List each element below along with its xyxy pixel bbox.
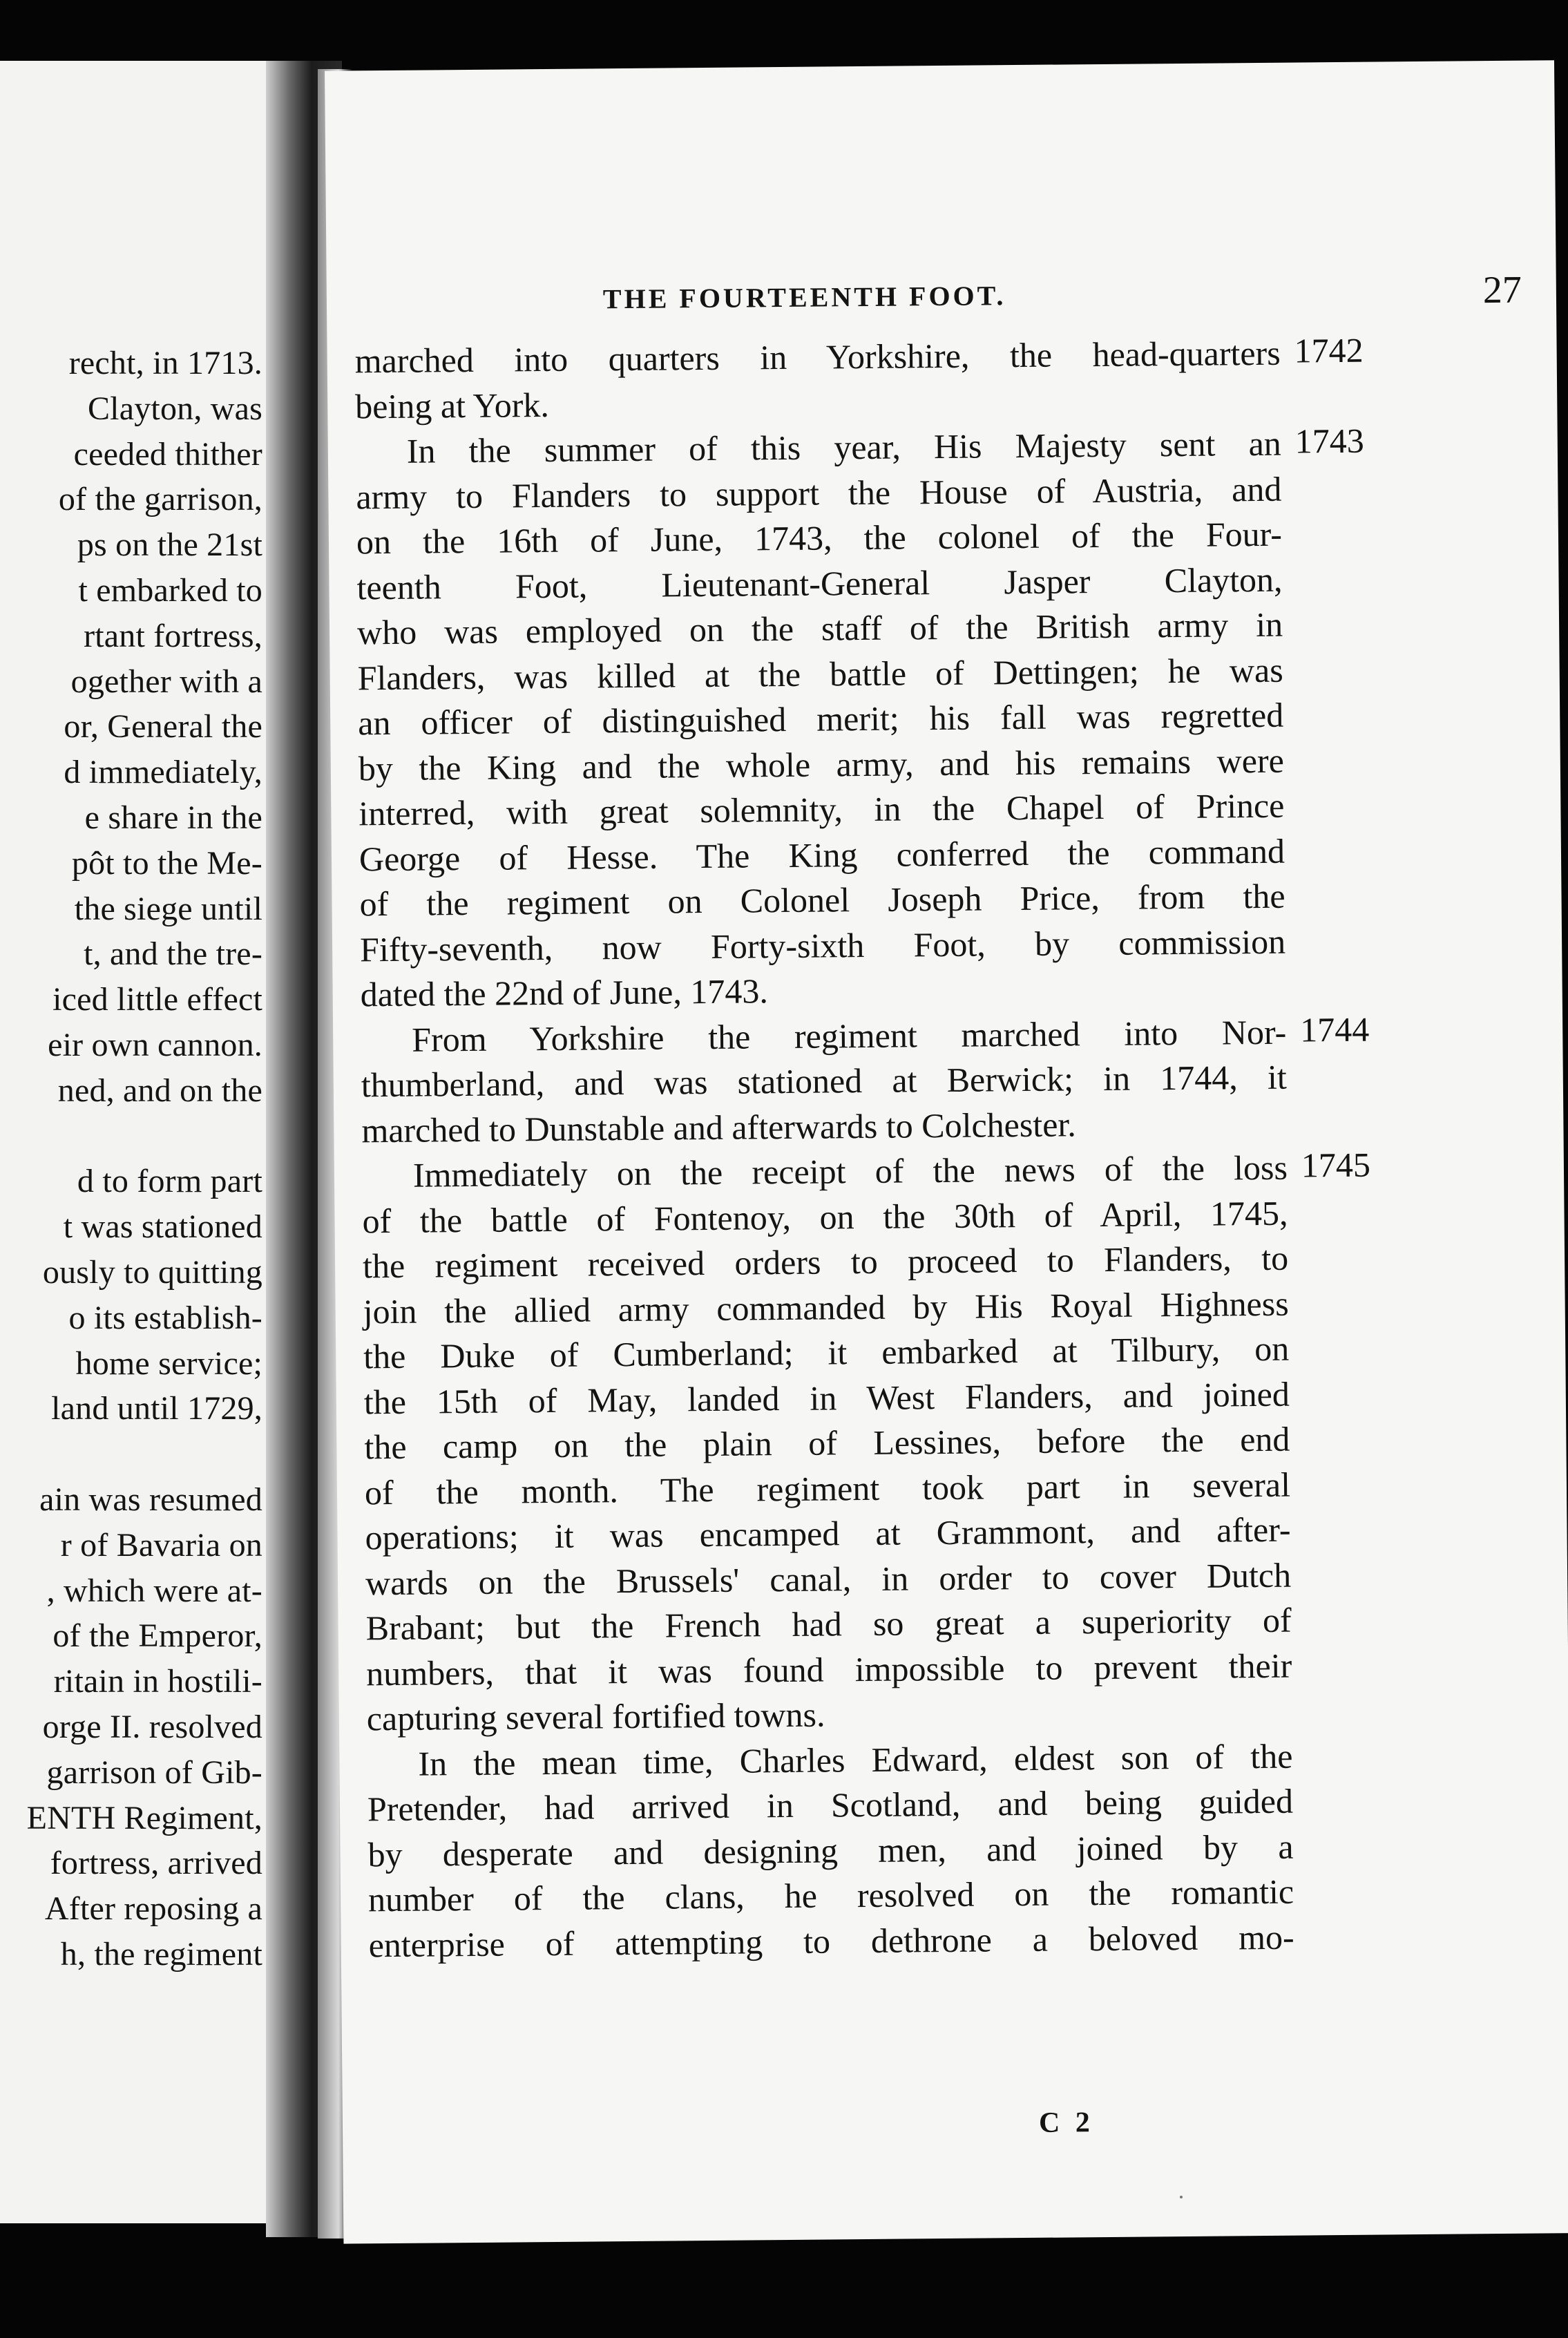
facing-page-line: ps on the 21st bbox=[77, 526, 262, 564]
facing-page-line: land until 1729, bbox=[51, 1390, 262, 1427]
text-line: on the 16th of June, 1743, the colonel of the Four- bbox=[356, 514, 1283, 562]
facing-page-line: of the Emperor, bbox=[52, 1617, 262, 1655]
text-line: by desperate and designing men, and joined by a bbox=[367, 1827, 1294, 1874]
text-line: of the regiment on Colonel Joseph Price, from the bbox=[359, 876, 1285, 924]
facing-page-line: pôt to the Me- bbox=[71, 844, 262, 882]
facing-page-line: iced little effect bbox=[52, 981, 262, 1018]
text-line: number of the clans, he resolved on the romantic bbox=[367, 1872, 1294, 1919]
facing-page-line: the siege until bbox=[74, 890, 262, 927]
facing-page-line: t, and the tre- bbox=[84, 935, 262, 973]
facing-page-line: h, the regiment bbox=[60, 1936, 262, 1973]
text-line: capturing several fortified towns. bbox=[366, 1695, 825, 1738]
text-line: Pretender, had arrived in Scotland, and being guided bbox=[367, 1781, 1294, 1829]
text-line: George of Hesse. The King conferred the command bbox=[358, 831, 1285, 878]
facing-page-line: t embarked to bbox=[78, 572, 262, 609]
text-line: operations; it was encamped at Grammont, and after- bbox=[365, 1510, 1291, 1557]
text-line: interred, with great solemnity, in the Chapel of Prince bbox=[358, 786, 1285, 833]
running-head bbox=[602, 268, 1522, 315]
facing-page-line: e share in the bbox=[84, 799, 262, 836]
page-right bbox=[325, 60, 1568, 2243]
text-line: thumberland, and was stationed at Berwick; in 1744, it bbox=[361, 1057, 1288, 1105]
facing-page-line: ously to quitting bbox=[42, 1254, 262, 1291]
facing-page-line: of the garrison, bbox=[58, 481, 262, 518]
text-line: of the month. The regiment took part in several bbox=[364, 1465, 1291, 1512]
text-line: an officer of distinguished merit; his fall was regretted bbox=[358, 695, 1284, 743]
text-line: numbers, that it was found impossible to prevent their bbox=[366, 1646, 1292, 1693]
paper-speck bbox=[1180, 2196, 1183, 2198]
facing-page-line: d to form part bbox=[77, 1163, 262, 1200]
text-line: of the battle of Fontenoy, on the 30th of April, 1745, bbox=[362, 1193, 1288, 1240]
text-line: In the mean time, Charles Edward, eldest son of the bbox=[418, 1736, 1293, 1783]
text-line: by the King and the whole army, and his remains were bbox=[358, 741, 1285, 788]
facing-page-line: ogether with a bbox=[70, 663, 262, 700]
facing-page-line: o its establish- bbox=[68, 1299, 262, 1336]
facing-page-line: eir own cannon. bbox=[48, 1027, 262, 1063]
facing-page-line: ENTH Regiment, bbox=[26, 1799, 262, 1836]
text-line: In the summer of this year, His Majesty sent an bbox=[406, 424, 1282, 471]
margin-year: 1745 bbox=[1301, 1145, 1371, 1185]
facing-page-line: fortress, arrived bbox=[50, 1845, 262, 1882]
text-line: the Duke of Cumberland; it embarked at Tilbury, on bbox=[363, 1329, 1290, 1376]
text-line: marched into quarters in Yorkshire, the head-quarters bbox=[354, 333, 1281, 381]
facing-page-line: t was stationed bbox=[63, 1208, 262, 1246]
text-line: Fifty-seventh, now Forty-sixth Foot, by commission bbox=[359, 922, 1286, 969]
margin-year: 1742 bbox=[1294, 330, 1364, 370]
text-line: marched to Dunstable and afterwards to Colchester. bbox=[361, 1104, 1076, 1150]
text-line: Immediately on the receipt of the news of the loss bbox=[412, 1148, 1288, 1195]
page-number: 27 bbox=[1482, 268, 1522, 312]
text-line: the camp on the plain of Lessines, before the end bbox=[364, 1419, 1290, 1467]
text-line: being at York. bbox=[355, 385, 550, 426]
text-line: who was employed on the staff of the British army in bbox=[356, 605, 1283, 652]
facing-page-line: After reposing a bbox=[44, 1890, 262, 1928]
facing-page-line: ned, and on the bbox=[57, 1072, 262, 1109]
facing-page-line: ain was resumed bbox=[39, 1481, 262, 1518]
facing-page-line: Clayton, was bbox=[87, 390, 262, 427]
facing-page-line: orge II. resolved bbox=[42, 1709, 262, 1745]
facing-page-line: ritain in hostili- bbox=[53, 1663, 262, 1700]
facing-page-line: or, General the bbox=[64, 708, 262, 745]
facing-page-line: d immediately, bbox=[64, 754, 262, 791]
text-line: join the allied army commanded by His Royal Highness bbox=[363, 1284, 1289, 1331]
text-line: teenth Foot, Lieutenant-General Jasper Clayton, bbox=[356, 560, 1283, 607]
facing-page-line: r of Bavaria on bbox=[60, 1526, 262, 1564]
facing-page-line: rtant fortress, bbox=[84, 617, 262, 654]
facing-page-line: ceeded thither bbox=[73, 435, 262, 473]
text-line: army to Flanders to support the House of Austria, and bbox=[356, 469, 1282, 516]
text-line: the regiment received orders to proceed to Flanders, to bbox=[362, 1238, 1289, 1286]
text-line: wards on the Brussels' canal, in order to cover Dutch bbox=[365, 1555, 1292, 1602]
text-line: dated the 22nd of June, 1743. bbox=[360, 971, 769, 1014]
text-line: enterprise of attempting to dethrone a beloved mo- bbox=[368, 1917, 1294, 1964]
text-line: Flanders, was killed at the battle of Dettingen; he was bbox=[357, 650, 1283, 697]
facing-page-left bbox=[0, 61, 290, 2223]
margin-year: 1743 bbox=[1294, 421, 1365, 461]
text-line: From Yorkshire the regiment marched into Nor- bbox=[412, 1012, 1287, 1059]
facing-page-line: garrison of Gib- bbox=[46, 1754, 262, 1791]
margin-year: 1744 bbox=[1299, 1009, 1370, 1049]
text-line: Brabant; but the French had so great a superiority of bbox=[365, 1600, 1292, 1648]
facing-page-line: recht, in 1713. bbox=[68, 345, 262, 381]
body-text bbox=[354, 331, 1294, 1968]
facing-page-line: , which were at- bbox=[46, 1572, 262, 1609]
text-line: the 15th of May, landed in West Flanders, and joined bbox=[363, 1374, 1290, 1421]
signature-mark: C 2 bbox=[1038, 2107, 1095, 2139]
running-title: THE FOURTEENTH FOOT. bbox=[602, 280, 1006, 315]
facing-page-line: home service; bbox=[75, 1344, 262, 1382]
